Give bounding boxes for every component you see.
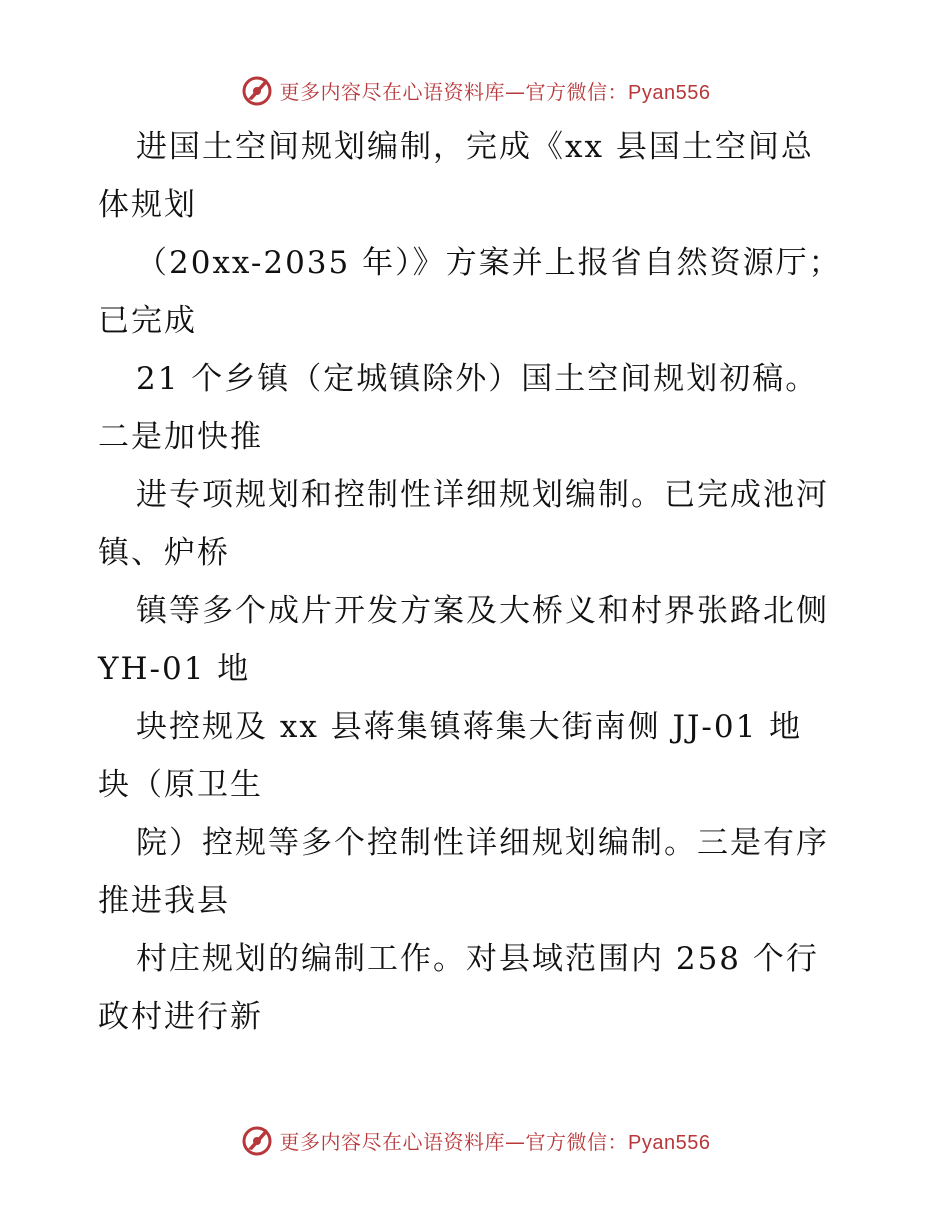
watermark-text: 更多内容尽在心语资料库—官方微信：Pyan556: [279, 1129, 711, 1154]
text-line: （20xx-2035 年）》方案并上报省自然资源厅；: [136, 245, 842, 281]
document-body: [98, 118, 858, 1046]
header-watermark: [0, 70, 950, 110]
watermark-text: 更多内容尽在心语资料库—官方微信：Pyan556: [279, 79, 711, 104]
text-line: 镇、炉桥: [98, 535, 230, 571]
quill-logo-icon: [240, 1123, 274, 1157]
text-line: 进国土空间规划编制，完成《xx 县国土空间总: [136, 129, 814, 165]
text-line: 进专项规划和控制性详细规划编制。已完成池河: [136, 477, 829, 513]
text-line: 院）控规等多个控制性详细规划编制。三是有序: [136, 825, 829, 861]
text-line: 村庄规划的编制工作。对县域范围内 258 个行: [136, 941, 819, 977]
footer-watermark: [0, 1120, 950, 1160]
watermark-group: [240, 1123, 711, 1157]
text-line: 镇等多个成片开发方案及大桥义和村界张路北侧: [136, 593, 829, 629]
text-line: 政村进行新: [98, 999, 263, 1035]
text-line: 推进我县: [98, 883, 230, 919]
watermark-group: [240, 73, 711, 107]
text-line: 二是加快推: [98, 419, 263, 455]
text-line: 体规划: [98, 187, 197, 223]
text-line: 块（原卫生: [98, 767, 263, 803]
text-line: 21 个乡镇（定城镇除外）国土空间规划初稿。: [136, 361, 819, 397]
text-line: 已完成: [98, 303, 197, 339]
text-line: 块控规及 xx 县蒋集镇蒋集大街南侧 JJ-01 地: [136, 709, 803, 745]
text-line: YH-01 地: [98, 651, 251, 687]
quill-logo-icon: [240, 73, 274, 107]
